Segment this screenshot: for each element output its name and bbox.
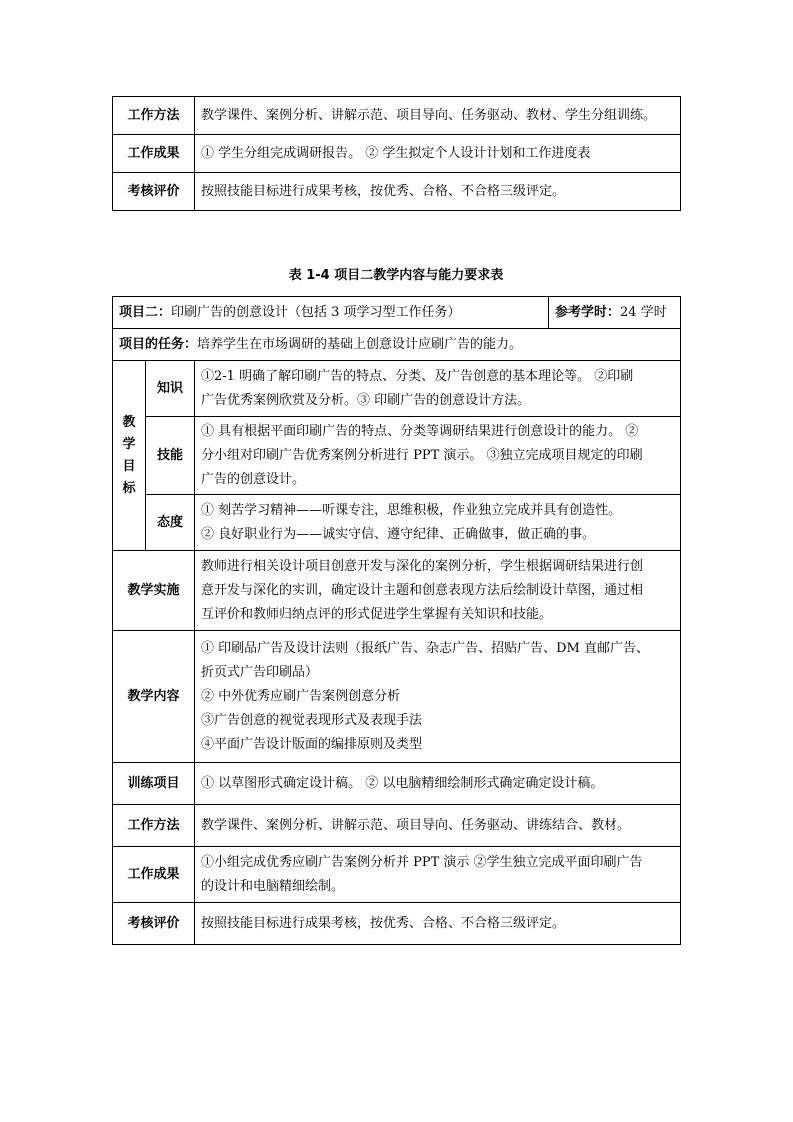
skill-label: 技能 bbox=[146, 417, 195, 495]
content-line: ③广告创意的视觉表现形式及表现手法 bbox=[201, 712, 423, 728]
row-content: ① 学生分组完成调研报告。 ② 学生拟定个人设计计划和工作进度表 bbox=[195, 135, 681, 173]
content-line: ② 中外优秀应刷广告案例创意分析 bbox=[201, 688, 401, 704]
row-content: 教学课件、案例分析、讲解示范、项目导向、任务驱动、教材、学生分组训练。 bbox=[195, 97, 681, 135]
goals-char: 标 bbox=[122, 480, 136, 496]
table-row bbox=[113, 329, 681, 361]
table-row bbox=[113, 495, 681, 551]
task-cell bbox=[113, 329, 681, 361]
attitude-label: 态度 bbox=[146, 495, 195, 551]
row-label: 工作成果 bbox=[113, 135, 195, 173]
task-text: 培养学生在市场调研的基础上创意设计应刷广告的能力。 bbox=[197, 336, 523, 352]
table-row bbox=[113, 551, 681, 631]
table-row bbox=[113, 97, 681, 135]
goals-char: 学 bbox=[122, 436, 136, 452]
impl-content bbox=[195, 551, 681, 631]
skill-line: 分小组对印刷广告优秀案例分析进行 PPT 演示。 ③独立完成项目规定的印刷 bbox=[201, 447, 643, 463]
knowledge-line: 广告优秀案例欣赏及分析。③ 印刷广告的创意设计方法。 bbox=[201, 392, 531, 408]
table-row bbox=[113, 631, 681, 763]
table-1 bbox=[112, 96, 681, 211]
content-line: ① 印刷品广告及设计法则（报纸广告、杂志广告、招贴广告、DM 直邮广告、 bbox=[201, 640, 649, 656]
skill-line: 广告的创意设计。 bbox=[201, 471, 306, 487]
goals-char: 目 bbox=[122, 458, 136, 474]
eval-label: 考核评价 bbox=[113, 903, 195, 945]
result-line: ①小组完成优秀应刷广告案例分析并 PPT 演示 ②学生独立完成平面印刷广告 bbox=[201, 854, 643, 870]
impl-label: 教学实施 bbox=[113, 551, 195, 631]
method-content: 教学课件、案例分析、讲解示范、项目导向、任务驱动、讲练结合、教材。 bbox=[195, 805, 681, 847]
row-label: 考核评价 bbox=[113, 173, 195, 211]
skill-content bbox=[195, 417, 681, 495]
content-line: 折页式广告印刷品） bbox=[201, 664, 319, 680]
table-row bbox=[113, 805, 681, 847]
content-content bbox=[195, 631, 681, 763]
hours-cell bbox=[549, 297, 681, 329]
method-label: 工作方法 bbox=[113, 805, 195, 847]
goals-char: 教 bbox=[122, 414, 136, 430]
training-content: ① 以草图形式确定设计稿。 ② 以电脑精细绘制形式确定确定设计稿。 bbox=[195, 763, 681, 805]
row-content: 按照技能目标进行成果考核，按优秀、合格、不合格三级评定。 bbox=[195, 173, 681, 211]
table-caption: 表 1-4 项目二教学内容与能力要求表 bbox=[288, 268, 504, 283]
table-row bbox=[113, 847, 681, 903]
impl-line: 教师进行相关设计项目创意开发与深化的案例分析，学生根据调研结果进行创 bbox=[201, 558, 644, 574]
project-cell bbox=[113, 297, 549, 329]
content-label: 教学内容 bbox=[113, 631, 195, 763]
skill-line: ① 具有根据平面印刷广告的特点、分类等调研结果进行创意设计的能力。 ② bbox=[201, 423, 639, 439]
hours-value: 24 学时 bbox=[620, 304, 667, 320]
table-row bbox=[113, 417, 681, 495]
project-label: 项目二： bbox=[119, 304, 172, 320]
project-text: 印刷广告的创意设计（包括 3 项学习型工作任务） bbox=[171, 304, 461, 320]
attitude-content bbox=[195, 495, 681, 551]
table-row bbox=[113, 135, 681, 173]
result-label: 工作成果 bbox=[113, 847, 195, 903]
result-line: 的设计和电脑精细绘制。 bbox=[201, 878, 345, 894]
table-2 bbox=[112, 296, 681, 945]
table-row bbox=[113, 763, 681, 805]
result-content bbox=[195, 847, 681, 903]
impl-line: 意开发与深化的实训，确定设计主题和创意表现方法后绘制设计草图，通过相 bbox=[201, 582, 644, 598]
attitude-line: ① 刻苦学习精神——听课专注，思维积极，作业独立完成并具有创造性。 bbox=[201, 502, 622, 518]
knowledge-line: ①2-1 明确了解印刷广告的特点、分类、及广告创意的基本理论等。 ②印刷 bbox=[201, 368, 634, 384]
attitude-line: ② 良好职业行为——诚实守信、遵守纪律、正确做事，做正确的事。 bbox=[201, 526, 596, 542]
knowledge-content bbox=[195, 361, 681, 417]
table-row bbox=[113, 297, 681, 329]
task-label: 项目的任务： bbox=[119, 336, 198, 352]
impl-line: 互评价和教师归纳点评的形式促进学生掌握有关知识和技能。 bbox=[201, 606, 553, 622]
goals-label bbox=[113, 361, 146, 551]
row-label: 工作方法 bbox=[113, 97, 195, 135]
eval-content: 按照技能目标进行成果考核，按优秀、合格、不合格三级评定。 bbox=[195, 903, 681, 945]
table-row bbox=[113, 361, 681, 417]
knowledge-label: 知识 bbox=[146, 361, 195, 417]
table-row bbox=[113, 903, 681, 945]
content-line: ④平面广告设计版面的编排原则及类型 bbox=[201, 736, 423, 752]
hours-label: 参考学时： bbox=[555, 304, 621, 320]
training-label: 训练项目 bbox=[113, 763, 195, 805]
table-row bbox=[113, 173, 681, 211]
